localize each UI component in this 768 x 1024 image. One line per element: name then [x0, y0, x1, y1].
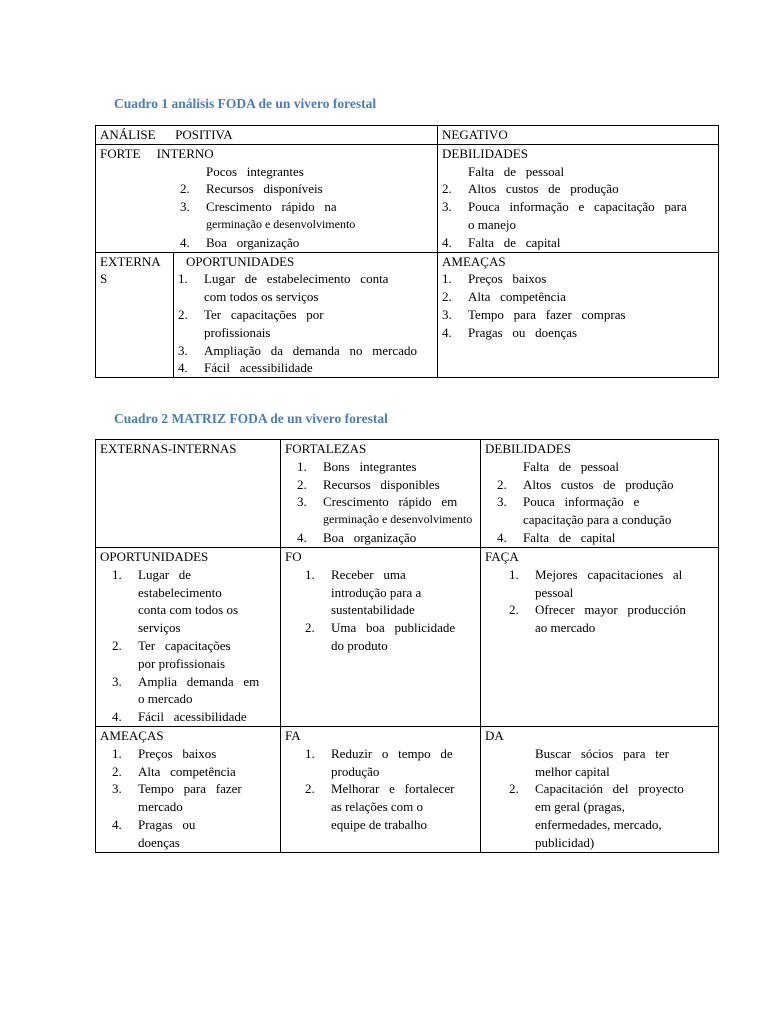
list-item-number	[297, 511, 323, 529]
da-cell	[481, 726, 719, 852]
list-item	[305, 816, 476, 834]
list-item-text: Reduzir o tempo de	[331, 745, 453, 761]
list-item-number	[112, 584, 138, 602]
list-item	[178, 324, 433, 342]
list-item-number: 2.	[442, 181, 452, 197]
list-item-number: 4.	[442, 234, 452, 250]
label-s: S	[100, 271, 108, 287]
table1-header-left	[96, 126, 438, 145]
header-negativo: NEGATIVO	[438, 126, 719, 145]
list-item	[497, 458, 714, 476]
fortalezas-title: FORTALEZAS	[285, 441, 367, 456]
list-item-text: estabelecimento	[138, 584, 222, 600]
list-item-number	[112, 619, 138, 637]
list-item	[112, 834, 276, 852]
list-item	[297, 476, 476, 494]
list-item-number	[112, 690, 138, 708]
list-item	[178, 306, 433, 324]
list-item-text: Buscar sócios para ter	[535, 745, 669, 761]
list-item-text: Recursos disponíveis	[206, 181, 323, 197]
list-item-text: Tempo para fazer	[138, 781, 242, 797]
list-item-number: 2.	[112, 637, 122, 653]
fa-title: FA	[285, 727, 301, 743]
list-item	[178, 288, 433, 306]
table2-row-1	[96, 440, 719, 548]
list-item-text: Altos custos de produção	[468, 181, 619, 197]
list-item-number: 3.	[297, 494, 307, 510]
fo-title: FO	[285, 549, 302, 564]
list-item-number	[178, 324, 204, 342]
list-item	[442, 270, 714, 288]
row-label-externas	[96, 252, 174, 378]
debilidades-matrix-list	[485, 458, 714, 547]
list-item-text: Alta competência	[468, 289, 566, 305]
fortalezas-cell	[281, 440, 481, 548]
list-item	[509, 763, 714, 781]
list-item-text: capacitação para a condução	[523, 512, 672, 528]
oportunidades-title: OPORTUNIDADES	[186, 253, 295, 269]
list-item-text: profissionais	[204, 324, 271, 340]
list-item-text: Recursos disponibles	[323, 476, 440, 492]
oportunidades-matrix-list	[100, 566, 276, 726]
list-item-number: 1.	[112, 566, 122, 582]
list-item-number	[305, 798, 331, 816]
list-item-number	[180, 216, 206, 234]
header-positiva: POSITIVA	[175, 127, 233, 142]
list-item-text: Falta de pessoal	[468, 163, 565, 179]
list-item	[305, 566, 476, 584]
list-item-text: introdução para a	[331, 584, 422, 600]
list-item-number	[305, 601, 331, 619]
list-item-text: Crescimento rápido em	[323, 494, 458, 510]
ameacas-list	[442, 270, 714, 341]
list-item-text: em geral (pragas,	[535, 799, 625, 815]
list-item-number: 2.	[509, 781, 519, 797]
list-item	[112, 690, 276, 708]
list-item-text: melhor capital	[535, 763, 610, 779]
list-item-text: Falta de pessoal	[523, 458, 620, 474]
list-item	[497, 529, 714, 547]
debilidades-title: DEBILIDADES	[442, 145, 528, 161]
fortalezas-list	[285, 458, 476, 547]
list-item-number: 2.	[112, 763, 122, 779]
list-item-number: 1.	[305, 745, 315, 761]
positive-internal-list	[96, 163, 437, 252]
list-item-text: Receber uma	[331, 566, 406, 582]
list-item-text: Lugar de	[138, 566, 192, 582]
ameacas-matrix-cell	[96, 726, 281, 852]
list-item	[112, 637, 276, 655]
list-item	[305, 584, 476, 602]
list-item	[509, 780, 714, 798]
list-item-number: 1.	[442, 271, 452, 287]
fo-cell	[281, 548, 481, 727]
list-item-number: 1.	[178, 271, 188, 287]
list-item-text: Tempo para fazer compras	[468, 306, 626, 322]
externas-internas-cell: EXTERNAS-INTERNAS	[96, 440, 281, 548]
list-item	[497, 476, 714, 494]
list-item-number	[497, 511, 523, 529]
list-item-text: serviços	[138, 620, 181, 636]
list-item	[509, 619, 714, 637]
list-item	[442, 288, 714, 306]
list-item-text: por profissionais	[138, 655, 226, 671]
list-item-number: 2.	[305, 620, 315, 636]
list-item-text: Preços baixos	[468, 271, 547, 287]
list-item	[112, 601, 276, 619]
table2-row-3	[96, 726, 719, 852]
da-title: DA	[485, 727, 504, 743]
list-item	[112, 584, 276, 602]
list-item	[112, 816, 276, 834]
list-item-text: o manejo	[468, 216, 517, 232]
list-item-text: germinação e desenvolvimento	[206, 216, 356, 231]
list-item-text: Crescimento rápido na	[206, 199, 337, 215]
list-item-number	[112, 655, 138, 673]
list-item	[180, 216, 433, 234]
list-item-number	[442, 216, 468, 234]
list-item	[442, 234, 714, 252]
oportunidades-cell	[174, 252, 438, 378]
table1-interno-cell	[96, 144, 438, 252]
list-item-number: 2.	[497, 476, 507, 492]
debilidades-cell	[438, 144, 719, 252]
list-item	[297, 458, 476, 476]
label-forte: FORTE	[100, 145, 141, 161]
list-item	[509, 834, 714, 852]
list-item-number: 1.	[297, 458, 307, 474]
debilidades-matrix-cell	[481, 440, 719, 548]
list-item	[509, 745, 714, 763]
list-item	[112, 798, 276, 816]
table2-row-2	[96, 548, 719, 727]
list-item-number: 2.	[178, 306, 188, 322]
list-item-text: equipe de trabalho	[331, 816, 428, 832]
list-item-text: Pragas ou	[138, 816, 196, 832]
list-item	[297, 493, 476, 511]
list-item	[305, 745, 476, 763]
fa-list	[285, 745, 476, 834]
list-item-text: Preços baixos	[138, 745, 217, 761]
ameacas-matrix-list	[100, 745, 276, 852]
list-item-number	[509, 584, 535, 602]
list-item-number: 2.	[442, 289, 452, 305]
list-item-number	[305, 637, 331, 655]
table1-caption: Cuadro 1 análisis FODA de un vivero forestal	[114, 96, 377, 111]
list-item	[180, 180, 433, 198]
list-item	[497, 493, 714, 511]
list-item	[112, 763, 276, 781]
list-item-text: Pocos integrantes	[206, 163, 304, 179]
list-item-number	[442, 163, 468, 181]
list-item-text: Bons integrantes	[323, 458, 417, 474]
list-item	[442, 163, 714, 181]
list-item-text: com todos os serviços	[204, 289, 319, 305]
list-item-text: Falta de capital	[523, 529, 616, 545]
list-item-text: germinação e desenvolvimento	[323, 512, 473, 527]
list-item-number: 3.	[112, 673, 122, 689]
list-item-text: Pouca informação e capacitação para	[468, 199, 687, 215]
list-item	[442, 216, 714, 234]
list-item	[112, 708, 276, 726]
list-item-text: as relações com o	[331, 799, 424, 815]
faca-list	[485, 566, 714, 637]
list-item-text: Capacitación del proyecto	[535, 781, 684, 797]
list-item	[509, 816, 714, 834]
list-item-text: Ter capacitações	[138, 637, 231, 653]
list-item	[112, 655, 276, 673]
list-item-text: produção	[331, 763, 380, 779]
list-item	[497, 511, 714, 529]
list-item-number	[178, 288, 204, 306]
list-item	[180, 198, 433, 216]
list-item-number: 2.	[180, 181, 190, 197]
row-label-interno	[96, 145, 437, 163]
list-item-text: Mejores capacitaciones al	[535, 566, 683, 582]
list-item-number	[509, 745, 535, 763]
list-item-text: Alta competência	[138, 763, 236, 779]
list-item-text: conta com todos os	[138, 602, 239, 618]
list-item-text: Boa organização	[323, 529, 417, 545]
list-item	[305, 637, 476, 655]
list-item	[442, 306, 714, 324]
list-item-number: 1.	[305, 566, 315, 582]
list-item	[180, 163, 433, 181]
list-item	[178, 270, 433, 288]
ameacas-title: AMEAÇAS	[442, 253, 506, 269]
list-item-number: 4.	[180, 234, 190, 250]
list-item	[305, 619, 476, 637]
list-item	[112, 745, 276, 763]
list-item-number	[509, 816, 535, 834]
list-item	[509, 566, 714, 584]
list-item-text: Amplia demanda em	[138, 673, 260, 689]
list-item-text: Fácil acessibilidade	[138, 709, 247, 725]
list-item-number	[112, 601, 138, 619]
label-externa: EXTERNA	[100, 253, 161, 269]
oportunidades-matrix-title: OPORTUNIDADES	[100, 549, 209, 564]
list-item-number: 1.	[509, 566, 519, 582]
list-item-text: Pouca informação e	[523, 494, 640, 510]
list-item	[305, 763, 476, 781]
table1-row-interno	[96, 144, 719, 252]
list-item-text: Ter capacitações por	[204, 306, 324, 322]
list-item-number: 4.	[297, 529, 307, 545]
list-item-number	[509, 763, 535, 781]
list-item-number: 3.	[180, 199, 190, 215]
list-item-number: 4.	[178, 360, 188, 376]
oportunidades-matrix-cell	[96, 548, 281, 727]
list-item	[509, 798, 714, 816]
list-item	[442, 198, 714, 216]
list-item	[305, 780, 476, 798]
list-item-number: 3.	[112, 781, 122, 797]
list-item	[509, 584, 714, 602]
list-item-number	[112, 834, 138, 852]
faca-title: FAÇA	[485, 549, 519, 564]
list-item-number	[497, 458, 523, 476]
list-item-text: Ofrecer mayor producción	[535, 602, 686, 618]
list-item	[178, 342, 433, 360]
list-item-text: Fácil acessibilidade	[204, 360, 313, 376]
list-item-number	[305, 816, 331, 834]
list-item-text: Lugar de estabelecimento conta	[204, 271, 389, 287]
list-item-text: Ampliação da demanda no mercado	[204, 342, 417, 358]
list-item-number	[509, 798, 535, 816]
fa-cell	[281, 726, 481, 852]
da-list	[485, 745, 714, 852]
list-item-number	[112, 798, 138, 816]
list-item	[442, 324, 714, 342]
list-item-number: 4.	[497, 529, 507, 545]
list-item-number: 3.	[178, 342, 188, 358]
list-item-number: 4.	[112, 816, 122, 832]
list-item	[297, 511, 476, 529]
debilidades-list	[442, 163, 714, 252]
list-item-number: 3.	[442, 199, 452, 215]
list-item-text: do produto	[331, 637, 388, 653]
list-item-text: mercado	[138, 799, 183, 815]
debilidades-matrix-title: DEBILIDADES	[485, 441, 571, 456]
list-item-number: 4.	[442, 324, 452, 340]
faca-cell	[481, 548, 719, 727]
ameacas-cell	[438, 252, 719, 378]
list-item-text: sustentabilidade	[331, 602, 415, 618]
list-item-text: pessoal	[535, 584, 574, 600]
list-item-text: Uma boa publicidade	[331, 620, 456, 636]
list-item-text: doenças	[138, 834, 180, 850]
oportunidades-list	[178, 270, 433, 377]
swot-analysis-table	[95, 125, 719, 378]
list-item-text: enfermedades, mercado,	[535, 816, 662, 832]
list-item	[305, 798, 476, 816]
list-item	[509, 601, 714, 619]
list-item-number	[180, 163, 206, 181]
list-item-text: Altos custos de produção	[523, 476, 674, 492]
list-item	[112, 619, 276, 637]
swot-matrix-table	[95, 439, 719, 853]
list-item-number	[509, 619, 535, 637]
table1-header-row	[96, 126, 719, 145]
list-item-text: ao mercado	[535, 620, 596, 636]
fo-list	[285, 566, 476, 655]
list-item-number	[305, 584, 331, 602]
list-item	[112, 780, 276, 798]
list-item-text: Pragas ou doenças	[468, 324, 578, 340]
list-item	[442, 180, 714, 198]
list-item-text: o mercado	[138, 691, 193, 707]
list-item	[112, 673, 276, 691]
list-item-number: 2.	[297, 476, 307, 492]
list-item-number: 2.	[305, 781, 315, 797]
label-interno: INTERNO	[156, 145, 214, 161]
table2-caption: Cuadro 2 MATRIZ FODA de un vivero forestal	[114, 411, 388, 426]
list-item	[178, 359, 433, 377]
list-item	[112, 566, 276, 584]
table1-row-externas	[96, 252, 719, 378]
list-item-number: 3.	[442, 306, 452, 322]
list-item-text: Melhorar e fortalecer	[331, 781, 455, 797]
list-item-number: 3.	[497, 494, 507, 510]
list-item	[180, 234, 433, 252]
list-item-text: Falta de capital	[468, 234, 561, 250]
list-item-number: 4.	[112, 709, 122, 725]
header-analise: ANÁLISE	[100, 127, 156, 142]
list-item	[305, 601, 476, 619]
list-item-text: Boa organização	[206, 234, 300, 250]
list-item-number: 2.	[509, 602, 519, 618]
ameacas-matrix-title: AMEAÇAS	[100, 727, 164, 743]
list-item-text: publicidad)	[535, 834, 595, 850]
list-item-number	[305, 763, 331, 781]
list-item	[297, 529, 476, 547]
list-item-number	[509, 834, 535, 852]
list-item-number: 1.	[112, 745, 122, 761]
